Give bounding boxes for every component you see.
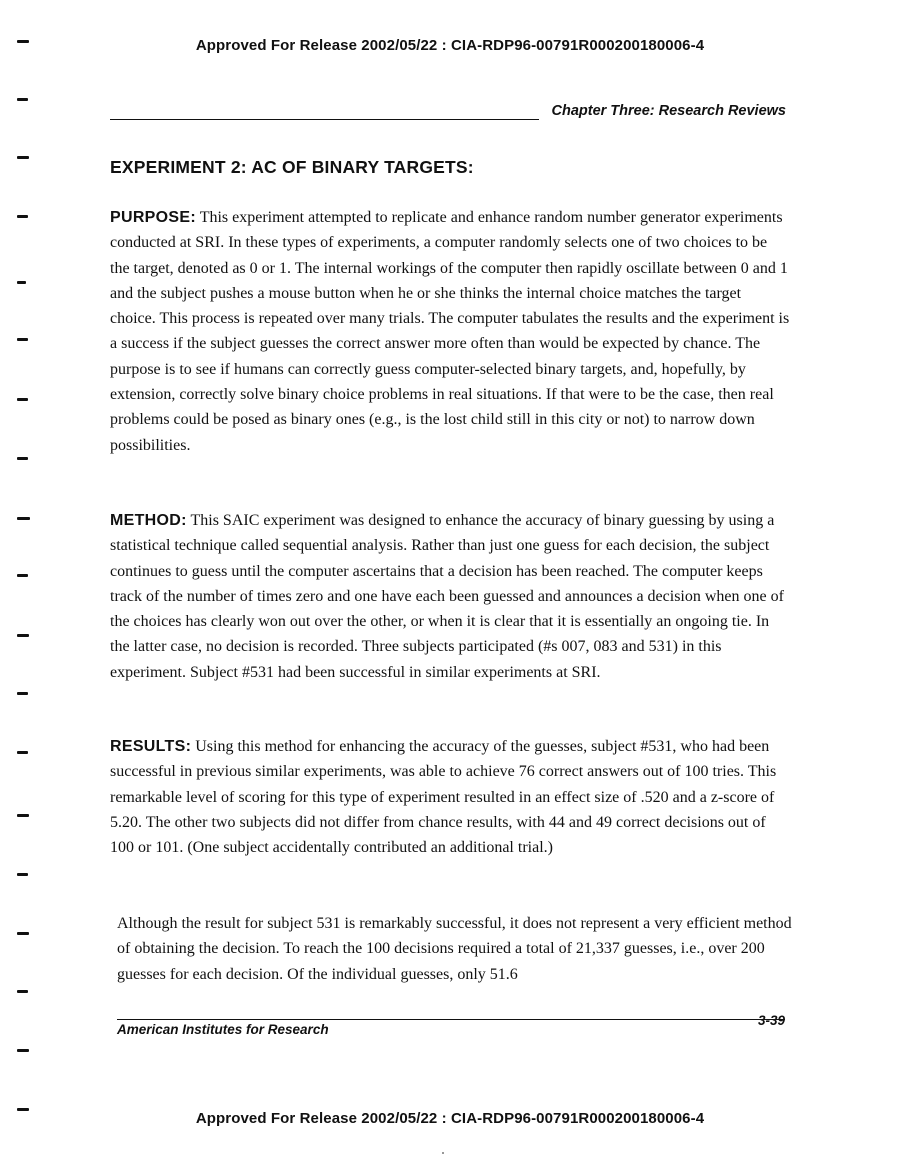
scan-edge-mark (17, 814, 29, 817)
chapter-title: Chapter Three: Research Reviews (551, 103, 786, 119)
page-footer (117, 1013, 785, 1037)
scan-edge-mark (17, 932, 29, 935)
method-text: This SAIC experiment was designed to enhance the accuracy of binary guessing by using a statistical technique called sequential analysis. Rather than just one guess for each decision, the subject continues to guess until the computer ascertains that a decision has been reached. The computer keeps track of the number of times zero and one have each been guessed and announces a decision when one of the choices has clearly won out over the other, or when it is clear that it is essentially an ongoing tie. In the latter case, no decision is recorded. Three subjects participated (#s 007, 083 and 531) in this experiment. Subject #531 had been successful in similar experiments at SRI. (110, 512, 784, 681)
scan-edge-mark (17, 873, 28, 876)
purpose-paragraph (110, 205, 790, 458)
header-rule (110, 101, 539, 120)
scan-edge-mark (17, 398, 28, 401)
section-title: EXPERIMENT 2: AC OF BINARY TARGETS: (110, 157, 474, 177)
scan-edge-mark (17, 990, 28, 993)
scan-edge-mark (17, 1108, 29, 1111)
scan-edge-mark (17, 98, 28, 101)
scan-edge-mark (17, 156, 29, 159)
scan-edge-mark (17, 40, 29, 43)
results-text: Using this method for enhancing the accuracy of the guesses, subject #531, who had been successful in previous similar experiments, was able to achieve 76 correct answers out of 100 tries. This remarkable level of scoring for this type of experiment resulted in an effect size of .520 and a z-score of 5.20. The other two subjects did not differ from chance results, with 44 and 49 correct decisions out of 100 or 101. (One subject accidentally contributed an additional trial.) (110, 738, 777, 857)
running-head (110, 101, 786, 120)
scan-edge-mark (17, 457, 28, 460)
release-banner-top: Approved For Release 2002/05/22 : CIA-RDP96-00791R000200180006-4 (195, 37, 705, 54)
scan-edge-mark (17, 692, 28, 695)
purpose-label: PURPOSE: (110, 209, 196, 226)
scan-speck (442, 1152, 444, 1154)
scan-edge-mark (17, 751, 28, 754)
scan-edge-mark (17, 634, 29, 637)
footer-organization: American Institutes for Research (117, 1022, 329, 1037)
scan-edge-mark (17, 517, 30, 520)
scan-edge-mark (17, 281, 26, 284)
results-paragraph (110, 734, 790, 860)
although-paragraph: Although the result for subject 531 is remarkably successful, it does not represent a very efficient method of obtaining the decision. To reach the 100 decisions required a total of 21,337 guesses, i.e., over 200 guesses for each decision. Of the individual guesses, only 51.6 (117, 915, 792, 983)
scan-edge-mark (17, 1049, 29, 1052)
method-label: METHOD: (110, 512, 187, 529)
scan-edge-mark (17, 574, 28, 577)
release-banner-bottom: Approved For Release 2002/05/22 : CIA-RDP96-00791R000200180006-4 (195, 1110, 705, 1127)
scan-edge-mark (17, 338, 28, 341)
scan-edge-mark (17, 215, 28, 218)
method-paragraph (110, 508, 790, 685)
results-label: RESULTS: (110, 738, 192, 755)
page-number: 3-39 (757, 1013, 785, 1028)
purpose-text: This experiment attempted to replicate and enhance random number generator experiments conducted at SRI. In these types of experiments, a computer randomly selects one of two choices to be the target, denoted as 0 or 1. The internal workings of the computer then rapidly oscillate between 0 and 1 and the subject pushes a mouse button when he or she thinks the internal choice matches the target choice. This process is repeated over many trials. The computer tabulates the results and the experiment is a success if the subject guesses the correct answer more often than would be expected by chance. The purpose is to see if humans can correctly guess computer-selected binary targets, and, hopefully, by extension, correctly solve binary choice problems in real situations. If that were to be the case, then real problems could be posed as binary ones (e.g., is the lost child still in this city or not) to narrow down possibilities. (110, 209, 790, 454)
